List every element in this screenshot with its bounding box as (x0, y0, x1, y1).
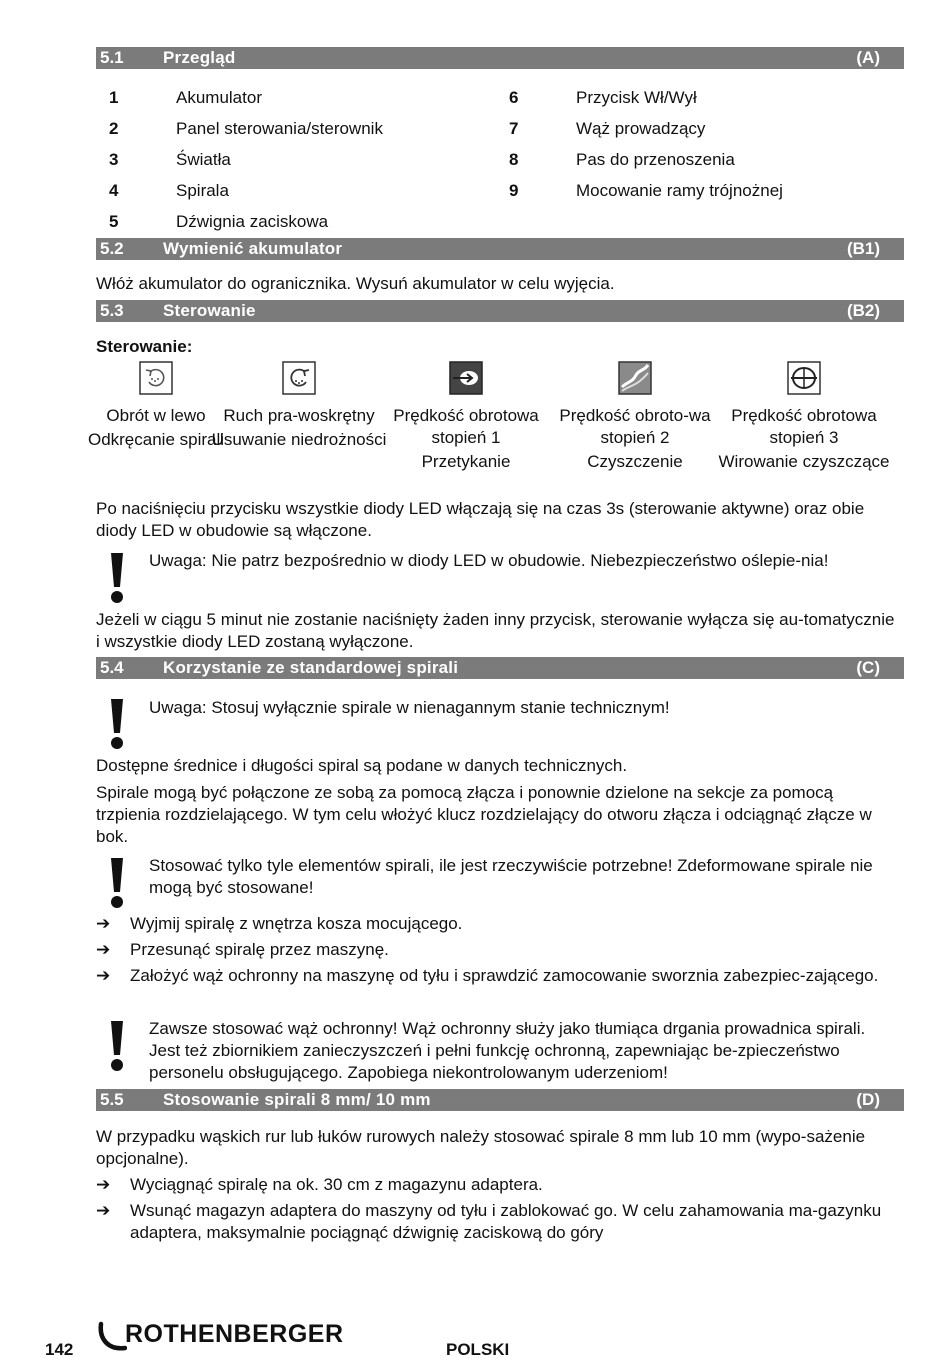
section-title: Stosowanie spirali 8 mm/ 10 mm (163, 1090, 431, 1109)
control-item (376, 361, 556, 473)
figure-reference: (A) (856, 48, 880, 67)
part-label: Przycisk Wł/Wył (576, 88, 697, 107)
part-number: 9 (509, 181, 519, 200)
rotate-left-icon (139, 361, 173, 395)
control-item (714, 361, 894, 473)
figure-reference: (B1) (846, 239, 880, 258)
arrow-icon: ➔ (96, 966, 111, 985)
control-function: Czyszczenie (587, 452, 683, 471)
section-number: 5.3 (100, 301, 124, 320)
warning-icon (107, 1019, 127, 1073)
part-label: Mocowanie ramy trójnożnej (576, 181, 783, 200)
arrow-icon: ➔ (96, 1175, 111, 1194)
led-description: Po naciśnięciu przycisku wszystkie diody LED włączają się na czas 3s (sterowanie aktywne) oraz obie diody LED w obudowie są włączone. (96, 499, 865, 540)
control-function: Wirowanie czyszczące (718, 452, 890, 471)
part-number: 6 (509, 88, 519, 107)
part-number: 4 (109, 181, 119, 200)
controls-heading: Sterowanie: (96, 337, 193, 356)
control-function: Odkręcanie spirali (87, 430, 225, 449)
arrow-icon: ➔ (96, 940, 111, 959)
arrow-icon: ➔ (96, 1201, 111, 1220)
control-item (545, 361, 725, 473)
brand-logo-mark-icon (97, 1320, 127, 1352)
section-number: 5.4 (100, 658, 124, 677)
control-label: Prędkość obroto-wa stopień 2 (559, 406, 711, 447)
speed-3-icon (787, 361, 821, 395)
spiral-dimensions-note: Dostępne średnice i długości spiral są podane w danych technicznych. (96, 756, 628, 775)
section-number: 5.1 (100, 48, 124, 67)
figure-reference: (D) (856, 1090, 880, 1109)
battery-instructions: Włóż akumulator do ogranicznika. Wysuń akumulator w celu wyjęcia. (96, 274, 615, 293)
part-number: 8 (509, 150, 519, 169)
part-label: Panel sterowania/sterownik (176, 119, 383, 138)
figure-reference: (C) (856, 658, 880, 677)
control-label: Prędkość obrotowa stopień 1 (393, 406, 539, 447)
instruction-step: Założyć wąż ochronny na maszynę od tyłu i sprawdzić zamocowanie sworznia zabezpiec-zającego. (130, 966, 879, 985)
warning-text: Stosować tylko tyle elementów spirali, ile jest rzeczywiście potrzebne! Zdeformowane spirale nie mogą być stosowane! (149, 856, 873, 897)
part-label: Światła (176, 150, 231, 169)
section-header-5-2 (96, 238, 904, 260)
section-header-5-3 (96, 300, 904, 322)
spiral-coupling-description: Spirale mogą być połączone ze sobą za pomocą złącza i ponownie dzielone na sekcje za pomocą trzpienia rozdzielającego. W tym celu włożyć klucz rozdzielający do otworu złącza i odciągnąć złącze w bok. (96, 783, 872, 846)
section-number: 5.5 (100, 1090, 124, 1109)
section-title: Sterowanie (163, 301, 256, 320)
warning-icon (107, 697, 127, 751)
control-label: Obrót w lewo (106, 406, 206, 425)
instruction-step: Przesunąć spiralę przez maszynę. (130, 940, 389, 959)
section-header-5-5 (96, 1089, 904, 1111)
part-label: Wąż prowadzący (576, 119, 706, 138)
section-header-5-4 (96, 657, 904, 679)
language-label: POLSKI (446, 1340, 510, 1359)
control-label: Ruch pra-woskrętny (223, 406, 375, 425)
part-number: 7 (509, 119, 519, 138)
part-label: Dźwignia zaciskowa (176, 212, 329, 231)
instruction-step: Wyjmij spiralę z wnętrza kosza mocującego. (130, 914, 463, 933)
small-spiral-description: W przypadku wąskich rur lub łuków rurowych należy stosować spirale 8 mm lub 10 mm (wypo-sażenie opcjonalne). (96, 1127, 866, 1168)
arrow-icon: ➔ (96, 914, 111, 933)
part-label: Spirala (176, 181, 229, 200)
part-label: Akumulator (176, 88, 262, 107)
rotate-right-icon (282, 361, 316, 395)
page-number: 142 (45, 1340, 74, 1359)
control-function: Usuwanie niedrożności (211, 430, 387, 449)
auto-off-description: Jeżeli w ciągu 5 minut nie zostanie naciśnięty żaden inny przycisk, sterowanie wyłącza się au-tomatycznie i wszystkie diody LED zostaną wyłączone. (96, 610, 895, 651)
control-function: Przetykanie (421, 452, 511, 471)
control-item (209, 361, 389, 451)
part-number: 2 (109, 119, 119, 138)
section-header-5-1 (96, 47, 904, 69)
section-title: Korzystanie ze standardowej spirali (163, 658, 459, 677)
part-number: 1 (109, 88, 119, 107)
section-number: 5.2 (100, 239, 124, 258)
part-label: Pas do przenoszenia (576, 150, 735, 169)
warning-text: Zawsze stosować wąż ochronny! Wąż ochronny służy jako tłumiąca drgania prowadnica spirali. Jest też zbiornikiem zanieczyszczeń i pełni funkcję ochronną, zapewniając be-zpieczeństwo personelu obsługującego. Zapobiega niekontrolowanym uderzeniom! (149, 1019, 866, 1082)
part-number: 3 (109, 150, 119, 169)
speed-1-icon (449, 361, 483, 395)
section-title: Wymienić akumulator (163, 239, 343, 258)
warning-icon (107, 856, 127, 910)
instruction-step: Wyciągnąć spiralę na ok. 30 cm z magazynu adaptera. (130, 1175, 543, 1194)
control-label: Prędkość obrotowa stopień 3 (731, 406, 877, 447)
instruction-step: Wsunąć magazyn adaptera do maszyny od tyłu i zablokować go. W celu zahamowania ma-gazynku adaptera, maksymalnie pociągnąć dźwignię zaciskową do góry (130, 1201, 882, 1242)
warning-text: Uwaga: Nie patrz bezpośrednio w diody LED w obudowie. Niebezpieczeństwo oślepie-nia! (149, 551, 829, 570)
figure-reference: (B2) (846, 301, 880, 320)
speed-2-icon (618, 361, 652, 395)
warning-text: Uwaga: Stosuj wyłącznie spirale w nienagannym stanie technicznym! (149, 698, 670, 717)
section-title: Przegląd (163, 48, 236, 67)
part-number: 5 (109, 212, 119, 231)
brand-name: ROTHENBERGER (125, 1320, 344, 1348)
warning-icon (107, 551, 127, 605)
